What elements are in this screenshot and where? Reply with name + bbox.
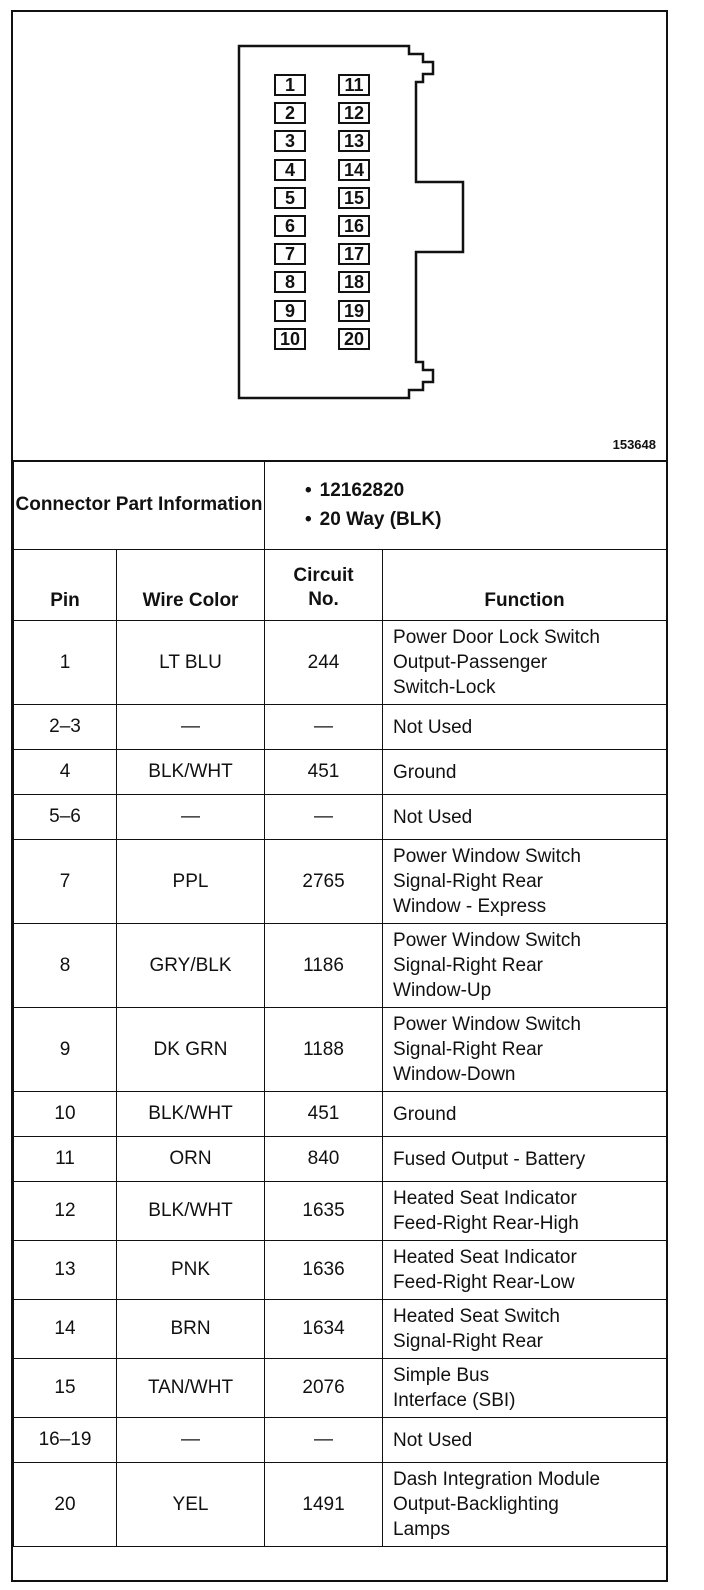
function-cell: Heated Seat Switch Signal-Right Rear — [383, 1300, 667, 1359]
connector-diagram — [13, 12, 666, 462]
function-cell: Simple Bus Interface (SBI) — [383, 1359, 667, 1418]
col-function: Function — [383, 550, 667, 621]
circuit-cell: 1491 — [265, 1463, 383, 1547]
connector-pin-label: 15 — [343, 187, 365, 208]
circuit-cell: — — [265, 1418, 383, 1463]
connector-pin-label: 3 — [284, 131, 295, 152]
wire-color-cell: — — [117, 795, 265, 840]
col-pin: Pin — [14, 550, 117, 621]
connector-pin-19 — [338, 300, 370, 322]
connector-pin-10 — [274, 328, 306, 350]
table-row — [14, 621, 667, 705]
circuit-cell: 1634 — [265, 1300, 383, 1359]
pin-cell: 12 — [14, 1182, 117, 1241]
connector-pin-label: 9 — [284, 300, 295, 321]
connector-pin-label: 19 — [343, 300, 365, 321]
part-description: • 20 Way (BLK) — [305, 505, 666, 534]
pin-cell: 10 — [14, 1092, 117, 1137]
table-row — [14, 924, 667, 1008]
circuit-cell: — — [265, 795, 383, 840]
circuit-cell: 2076 — [265, 1359, 383, 1418]
wire-color-cell: GRY/BLK — [117, 924, 265, 1008]
pin-cell: 9 — [14, 1008, 117, 1092]
wire-color-cell: ORN — [117, 1137, 265, 1182]
pin-cell: 13 — [14, 1241, 117, 1300]
figure-id: 153648 — [612, 437, 656, 452]
connector-pin-label: 20 — [343, 328, 365, 349]
connector-pin-label: 5 — [284, 187, 295, 208]
table-row — [14, 1418, 667, 1463]
connector-pin-16 — [338, 215, 370, 237]
connector-pin-18 — [338, 271, 370, 293]
connector-pin-label: 18 — [343, 272, 365, 293]
connector-pin-14 — [338, 159, 370, 181]
col-wire-color: Wire Color — [117, 550, 265, 621]
function-cell: Heated Seat Indicator Feed-Right Rear-Low — [383, 1241, 667, 1300]
part-info-label — [14, 461, 265, 550]
connector-pin-13 — [338, 130, 370, 152]
connector-pin-1 — [274, 74, 306, 96]
connector-pin-5 — [274, 187, 306, 209]
connector-pin-9 — [274, 300, 306, 322]
connector-pin-label: 16 — [343, 216, 365, 236]
table-row — [14, 1137, 667, 1182]
part-info-row — [14, 461, 667, 550]
function-cell: Power Door Lock Switch Output-Passenger Switch-Lock — [383, 621, 667, 705]
circuit-cell: 244 — [265, 621, 383, 705]
connector-pin-label: 12 — [343, 103, 365, 124]
connector-pin-3 — [274, 130, 306, 152]
part-info-values — [265, 461, 667, 550]
wire-color-cell: — — [117, 705, 265, 750]
circuit-cell: 1188 — [265, 1008, 383, 1092]
connector-pin-label: 17 — [343, 244, 365, 265]
wire-color-cell: BLK/WHT — [117, 1092, 265, 1137]
connector-pin-label: 7 — [284, 244, 295, 265]
wire-color-cell: YEL — [117, 1463, 265, 1547]
connector-pin-6 — [274, 215, 306, 237]
part-number: • 12162820 — [305, 476, 666, 505]
pin-cell: 14 — [14, 1300, 117, 1359]
circuit-cell: 451 — [265, 750, 383, 795]
circuit-cell: 2765 — [265, 840, 383, 924]
table-row — [14, 1359, 667, 1418]
circuit-cell: 451 — [265, 1092, 383, 1137]
function-cell: Power Window Switch Signal-Right Rear Window-Down — [383, 1008, 667, 1092]
connector-pin-7 — [274, 243, 306, 265]
function-cell: Power Window Switch Signal-Right Rear Window-Up — [383, 924, 667, 1008]
connector-pin-11 — [338, 74, 370, 96]
wire-color-cell: BLK/WHT — [117, 750, 265, 795]
wire-color-cell: BRN — [117, 1300, 265, 1359]
circuit-cell: 1635 — [265, 1182, 383, 1241]
connector-pin-label: 2 — [284, 103, 295, 124]
table-row — [14, 1300, 667, 1359]
wire-color-cell: PNK — [117, 1241, 265, 1300]
connector-pin-8 — [274, 271, 306, 293]
table-body — [14, 621, 667, 1547]
part-info-label-text: Connector Part Information — [15, 494, 263, 515]
circuit-cell: — — [265, 705, 383, 750]
table-row — [14, 1463, 667, 1547]
col-circuit-no — [265, 550, 383, 621]
wire-color-cell: TAN/WHT — [117, 1359, 265, 1418]
connector-pin-20 — [338, 328, 370, 350]
connector-pin-label: 1 — [284, 75, 295, 95]
wire-color-cell: — — [117, 1418, 265, 1463]
function-cell: Ground — [383, 1092, 667, 1137]
table-row — [14, 705, 667, 750]
circuit-cell: 1186 — [265, 924, 383, 1008]
connector-pin-label: 8 — [284, 272, 295, 293]
table-row — [14, 750, 667, 795]
wire-color-cell: LT BLU — [117, 621, 265, 705]
connector-pin-label: 6 — [284, 216, 295, 236]
connector-pin-label: 13 — [343, 131, 365, 152]
function-cell: Dash Integration Module Output-Backlighting Lamps — [383, 1463, 667, 1547]
connector-pin-label: 10 — [279, 328, 301, 349]
connector-pin-17 — [338, 243, 370, 265]
col-circuit-no-text: Circuit No. — [293, 565, 354, 610]
wire-color-cell: BLK/WHT — [117, 1182, 265, 1241]
function-cell: Not Used — [383, 795, 667, 840]
pin-cell: 11 — [14, 1137, 117, 1182]
connector-pin-4 — [274, 159, 306, 181]
table-row — [14, 795, 667, 840]
circuit-cell: 840 — [265, 1137, 383, 1182]
function-cell: Power Window Switch Signal-Right Rear Window - Express — [383, 840, 667, 924]
table-row — [14, 1241, 667, 1300]
wire-color-cell: DK GRN — [117, 1008, 265, 1092]
connector-pin-15 — [338, 187, 370, 209]
table-row — [14, 1182, 667, 1241]
pin-cell: 20 — [14, 1463, 117, 1547]
pin-cell: 8 — [14, 924, 117, 1008]
pin-cell: 15 — [14, 1359, 117, 1418]
pin-cell: 5–6 — [14, 795, 117, 840]
function-cell: Heated Seat Indicator Feed-Right Rear-High — [383, 1182, 667, 1241]
function-cell: Not Used — [383, 705, 667, 750]
table-row — [14, 840, 667, 924]
table-row — [14, 1092, 667, 1137]
pin-cell: 1 — [14, 621, 117, 705]
pin-cell: 7 — [14, 840, 117, 924]
pin-cell: 4 — [14, 750, 117, 795]
connector-pin-label: 14 — [343, 159, 365, 180]
connector-pin-label: 11 — [344, 75, 364, 95]
circuit-cell: 1636 — [265, 1241, 383, 1300]
table-row — [14, 1008, 667, 1092]
pin-cell: 2–3 — [14, 705, 117, 750]
function-cell: Ground — [383, 750, 667, 795]
table-header — [14, 550, 667, 621]
pin-cell: 16–19 — [14, 1418, 117, 1463]
pinout-table — [13, 460, 667, 1547]
wire-color-cell: PPL — [117, 840, 265, 924]
connector-pin-12 — [338, 102, 370, 124]
connector-sheet — [11, 10, 668, 1582]
connector-pin-2 — [274, 102, 306, 124]
function-cell: Fused Output - Battery — [383, 1137, 667, 1182]
connector-pin-label: 4 — [284, 159, 295, 180]
function-cell: Not Used — [383, 1418, 667, 1463]
